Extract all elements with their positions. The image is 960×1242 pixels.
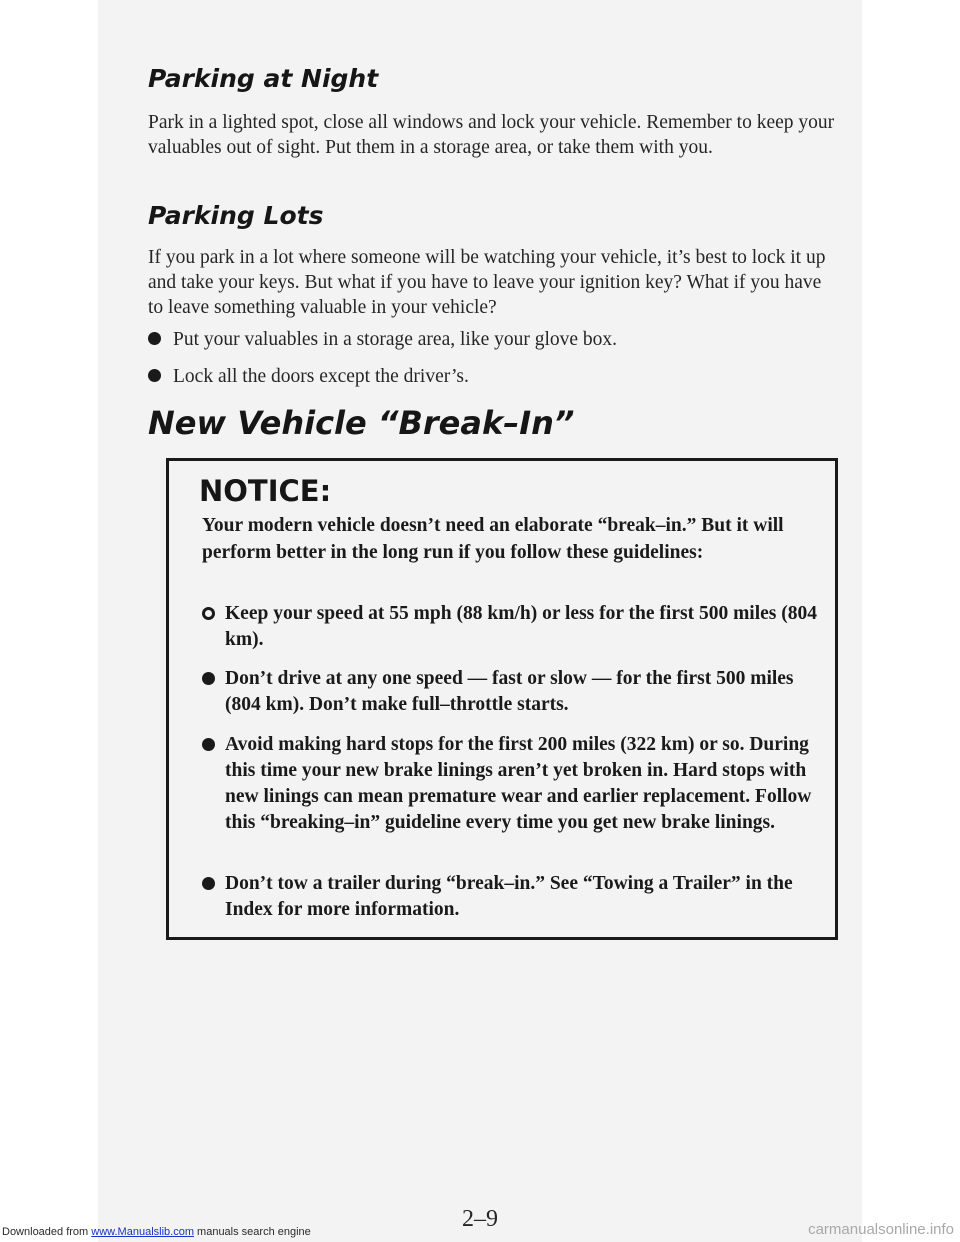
heading-break-in: New Vehicle “Break–In”: [148, 404, 575, 442]
notice-title: NOTICE:: [199, 474, 332, 508]
list-item-text: Put your valuables in a storage area, like your glove box.: [173, 329, 618, 350]
paragraph-parking-lots: If you park in a lot where someone will be watching your vehicle, it’s best to lock it up and take your keys. But what if you have to leave your ignition key? What if you have to leave something valuable in your vehicle?: [148, 247, 826, 318]
notice-item-hard-stops: [202, 732, 822, 836]
heading-parking-at-night: Parking at Night: [148, 64, 379, 93]
notice-item-text: Don’t drive at any one speed — fast or slow — for the first 500 miles (804 km). Don’t make full–throttle starts.: [225, 668, 794, 715]
paragraph-parking-at-night: Park in a lighted spot, close all windows and lock your vehicle. Remember to keep your valuables out of sight. Put them in a storage area, or take them with you.: [148, 112, 835, 158]
notice-item-text: Don’t tow a trailer during “break–in.” See “Towing a Trailer” in the Index for more information.: [225, 873, 793, 920]
bullet-icon: [148, 369, 161, 382]
bullet-icon: [202, 672, 215, 685]
page-number: 2–9: [462, 1206, 498, 1232]
footer-suffix: manuals search engine: [193, 1226, 311, 1238]
list-item-lock-doors: [148, 364, 838, 389]
notice-item-text: Avoid making hard stops for the first 200 miles (322 km) or so. During this time your new brake linings aren’t yet broken in. Hard stops with new linings can mean premature wear and earlier replacement. Follow this “breaking–in” guideline every time you get new brake linings.: [225, 734, 812, 833]
manualslib-link[interactable]: www.Manualslib.com: [91, 1226, 194, 1238]
footer-prefix: Downloaded from: [2, 1226, 92, 1238]
bullet-icon: [202, 607, 215, 620]
notice-item-vary-speed: [202, 666, 822, 718]
notice-item-trailer: [202, 871, 822, 923]
download-footer: [2, 1226, 311, 1238]
bullet-icon: [202, 877, 215, 890]
heading-parking-lots: Parking Lots: [148, 201, 324, 230]
notice-item-speed: [202, 601, 822, 653]
bullet-icon: [148, 332, 161, 345]
watermark: carmanualsonline.info: [808, 1221, 954, 1238]
list-item-text: Lock all the doors except the driver’s.: [173, 366, 469, 387]
bullet-icon: [202, 738, 215, 751]
list-item-valuables: [148, 327, 838, 352]
notice-item-text: Keep your speed at 55 mph (88 km/h) or less for the first 500 miles (804 km).: [225, 603, 818, 650]
notice-intro: Your modern vehicle doesn’t need an elaborate “break–in.” But it will perform better in the long run if you follow these guidelines:: [202, 515, 784, 563]
